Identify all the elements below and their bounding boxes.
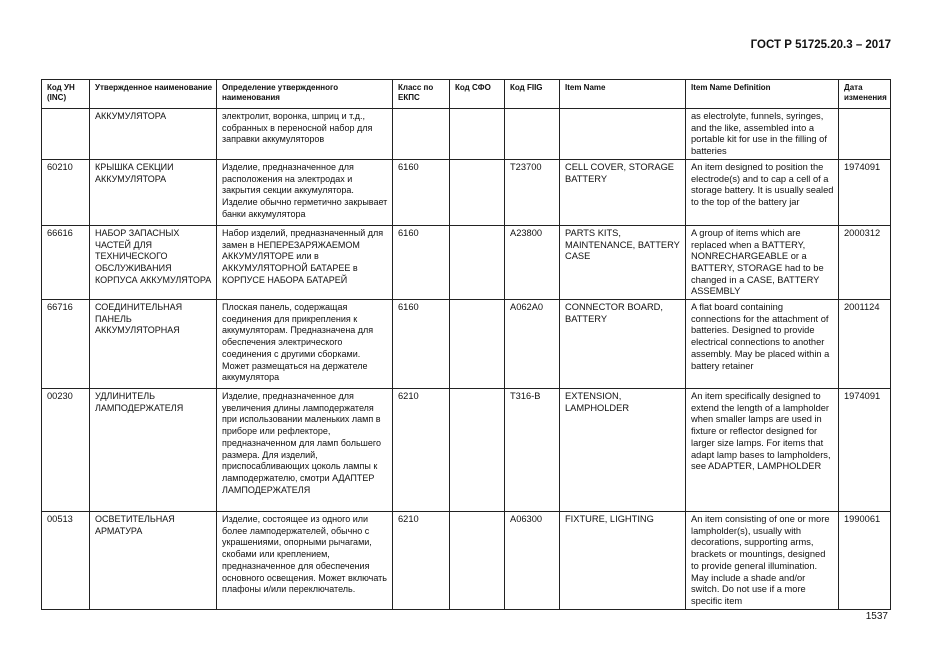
cell-definition: Изделие, состоящее из одного или более ламподержателей, обычно с украшениями, опорными рычагами, скобами или креплением, предназначенное для обеспечения основного освещения. Может включать плафоны и/или переключатель. — [217, 512, 393, 610]
cell-item-name: PARTS KITS, MAINTENANCE, BATTERY CASE — [560, 225, 686, 299]
cell-class — [393, 109, 450, 160]
cell-definition: Плоская панель, содержащая соединения для прикрепления к аккумуляторам. Предназначена для обеспечения электрического соединения с другими сборками. Может размещаться на держателе аккумулятора — [217, 300, 393, 389]
cell-item-name: EXTENSION, LAMPHOLDER — [560, 389, 686, 512]
table-row — [42, 159, 891, 225]
table-row — [42, 225, 891, 299]
cell-fiig: A06300 — [505, 512, 560, 610]
header-inc: Код УН (INC) — [42, 80, 90, 109]
header-item-name-definition: Item Name Definition — [686, 80, 839, 109]
header-class: Класс по ЕКПС — [393, 80, 450, 109]
header-fiig: Код FIIG — [505, 80, 560, 109]
cell-sfo — [450, 300, 505, 389]
cell-item-name-definition: An item consisting of one or more lampholder(s), usually with decorations, supporting arms, brackets or mountings, designed to provide general illumination. May include a shade and/or switch. Do not use if a more specific item — [686, 512, 839, 610]
cell-definition: Набор изделий, предназначенный для замен в НЕПЕРЕЗАРЯЖАЕМОМ АККУМУЛЯТОРЕ или в АККУМУЛЯТОРНОЙ БАТАРЕЕ в КОРПУСЕ НАБОРА БАТАРЕЙ — [217, 225, 393, 299]
document-title: ГОСТ Р 51725.20.3 – 2017 — [750, 39, 891, 51]
header-date: Дата изменения — [839, 80, 891, 109]
cell-class: 6160 — [393, 225, 450, 299]
cell-class: 6210 — [393, 512, 450, 610]
cell-approved-name: КРЫШКА СЕКЦИИ АККУМУЛЯТОРА — [90, 159, 217, 225]
table-header-row — [42, 80, 891, 109]
table-row — [42, 109, 891, 160]
cell-inc: 66716 — [42, 300, 90, 389]
cell-date: 1990061 — [839, 512, 891, 610]
cell-definition: Изделие, предназначенное для расположения на электродах и закрытия секции аккумулятора. Изделие обычно герметично закрывает банки аккумулятора — [217, 159, 393, 225]
cell-class: 6160 — [393, 300, 450, 389]
cell-fiig — [505, 109, 560, 160]
nomenclature-table — [41, 79, 891, 610]
cell-item-name: FIXTURE, LIGHTING — [560, 512, 686, 610]
cell-sfo — [450, 159, 505, 225]
cell-inc — [42, 109, 90, 160]
cell-class: 6160 — [393, 159, 450, 225]
cell-item-name: CELL COVER, STORAGE BATTERY — [560, 159, 686, 225]
cell-approved-name: СОЕДИНИТЕЛЬНАЯ ПАНЕЛЬ АККУМУЛЯТОРНАЯ — [90, 300, 217, 389]
cell-item-name — [560, 109, 686, 160]
cell-sfo — [450, 512, 505, 610]
table-row — [42, 512, 891, 610]
cell-approved-name: НАБОР ЗАПАСНЫХ ЧАСТЕЙ ДЛЯ ТЕХНИЧЕСКОГО ОБСЛУЖИВАНИЯ КОРПУСА АККУМУЛЯТОРА — [90, 225, 217, 299]
cell-fiig: A23800 — [505, 225, 560, 299]
cell-sfo — [450, 109, 505, 160]
cell-class: 6210 — [393, 389, 450, 512]
cell-date: 2000312 — [839, 225, 891, 299]
page-number: 1537 — [865, 611, 888, 622]
header-approved-name: Утвержденное наименование — [90, 80, 217, 109]
table-row — [42, 300, 891, 389]
cell-date: 2001124 — [839, 300, 891, 389]
cell-fiig: A062A0 — [505, 300, 560, 389]
cell-date: 1974091 — [839, 389, 891, 512]
cell-item-name-definition: A flat board containing connections for the attachment of batteries. Designed to provide electrical connections to another assembly. May be placed within a battery retainer — [686, 300, 839, 389]
header-item-name: Item Name — [560, 80, 686, 109]
cell-approved-name: АККУМУЛЯТОРА — [90, 109, 217, 160]
cell-date — [839, 109, 891, 160]
cell-definition: электролит, воронка, шприц и т.д., собранных в переносной набор для заправки аккумуляторов — [217, 109, 393, 160]
table-row — [42, 389, 891, 512]
cell-approved-name: УДЛИНИТЕЛЬ ЛАМПОДЕРЖАТЕЛЯ — [90, 389, 217, 512]
cell-fiig: T23700 — [505, 159, 560, 225]
cell-item-name-definition: as electrolyte, funnels, syringes, and the like, assembled into a portable kit for use in the filling of batteries — [686, 109, 839, 160]
cell-item-name-definition: A group of items which are replaced when a BATTERY, NONRECHARGEABLE or a BATTERY, STORAGE had to be changed in a CASE, BATTERY ASSEMBLY — [686, 225, 839, 299]
cell-item-name-definition: An item specifically designed to extend the length of a lampholder when smaller lamps are used in fixture or reflector designed for larger size lamps. For items that adapt lamp bases to lampholders, see ADAPTER, LAMPHOLDER — [686, 389, 839, 512]
cell-inc: 00513 — [42, 512, 90, 610]
cell-definition: Изделие, предназначенное для увеличения длины ламподержателя при использовании маленьких ламп в приборе или рефлекторе, предназначенном для ламп большего размера. Для изделий, приспосабливающих цоколь лампы к ламподержателю, смотри АДАПТЕР ЛАМПОДЕРЖАТЕЛЯ — [217, 389, 393, 512]
cell-inc: 60210 — [42, 159, 90, 225]
cell-sfo — [450, 389, 505, 512]
cell-inc: 66616 — [42, 225, 90, 299]
cell-fiig: T316-B — [505, 389, 560, 512]
cell-item-name: CONNECTOR BOARD, BATTERY — [560, 300, 686, 389]
cell-item-name-definition: An item designed to position the electrode(s) and to cap a cell of a storage battery. It is usually sealed to the top of the battery jar — [686, 159, 839, 225]
header-definition: Определение утвержденного наименования — [217, 80, 393, 109]
cell-sfo — [450, 225, 505, 299]
header-sfo: Код СФО — [450, 80, 505, 109]
cell-inc: 00230 — [42, 389, 90, 512]
cell-approved-name: ОСВЕТИТЕЛЬНАЯ АРМАТУРА — [90, 512, 217, 610]
cell-date: 1974091 — [839, 159, 891, 225]
